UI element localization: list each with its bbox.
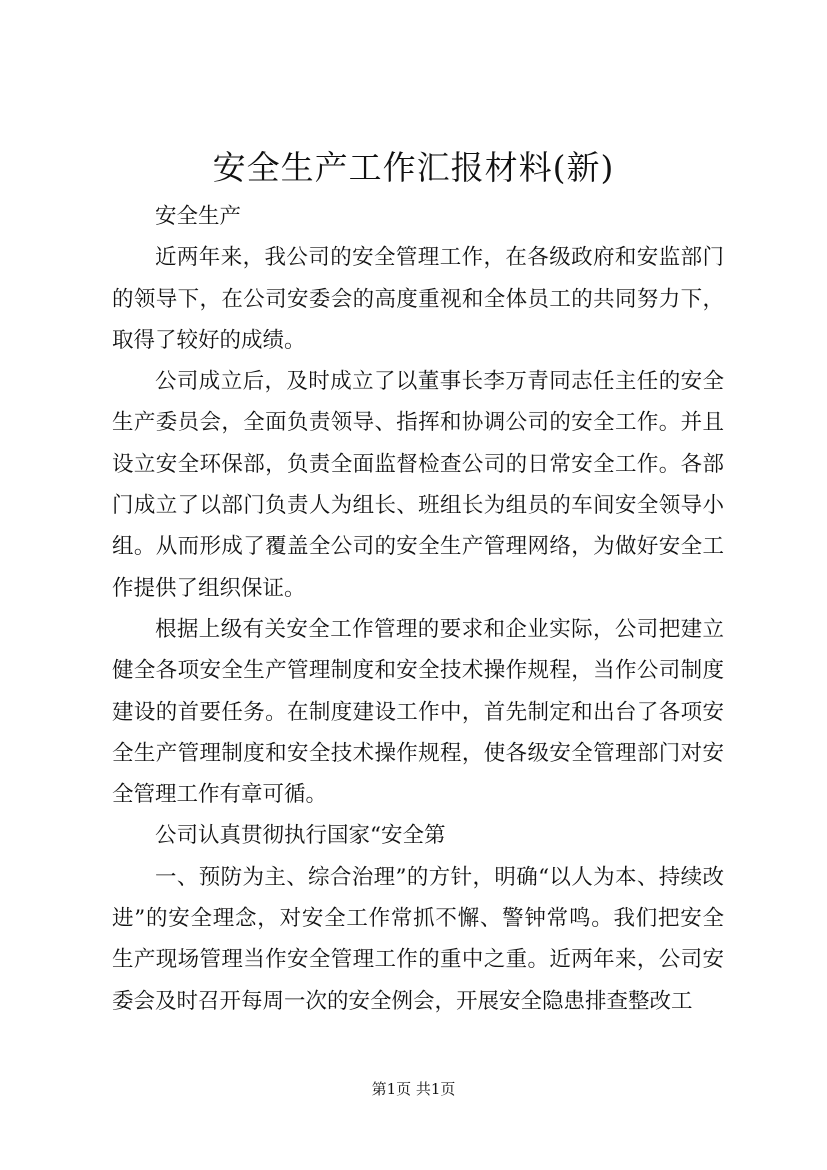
paragraph: 根据上级有关安全工作管理的要求和企业实际，公司把建立健全各项安全生产管理制度和安全技术操作规程，当作公司制度建设的首要任务。在制度建设工作中，首先制定和出台了各项安全生产管理制度和安全技术操作规程，使各级安全管理部门对安全管理工作有章可循。 — [112, 616, 724, 808]
paragraph: 公司认真贯彻执行国家“安全第 — [155, 823, 446, 849]
paragraph: 近两年来，我公司的安全管理工作，在各级政府和安监部门的领导下，在公司安委会的高度重视和全体员工的共同努力下，取得了较好的成绩。 — [112, 245, 724, 353]
paragraph: 一、预防为主、综合治理”的方针，明确“以人为本、持续改进”的安全理念，对安全工作常抓不懈、警钟常鸣。我们把安全生产现场管理当作安全管理工作的重中之重。近两年来，公司安委会及时召开每周一次的安全例会，开展安全隐患排查整改工 — [112, 864, 724, 1014]
page-footer: 第1页 共1页 — [371, 1080, 456, 1098]
document-body — [112, 196, 724, 1022]
document-title: 安全生产工作汇报材料(新) — [212, 148, 615, 187]
paragraph: 公司成立后，及时成立了以董事长李万青同志任主任的安全生产委员会，全面负责领导、指挥和协调公司的安全工作。并且设立安全环保部，负责全面监督检查公司的日常安全工作。各部门成立了以部门负责人为组长、班组长为组员的车间安全领导小组。从而形成了覆盖全公司的安全生产管理网络，为做好安全工作提供了组织保证。 — [112, 369, 724, 601]
paragraph-heading: 安全生产 — [155, 204, 242, 229]
